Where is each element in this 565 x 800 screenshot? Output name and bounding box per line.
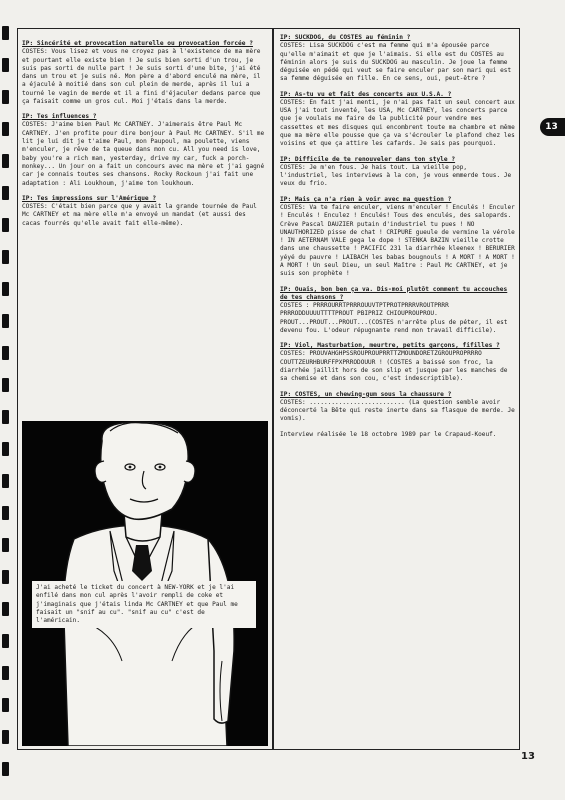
question: IP: COSTES, un chewing-gum sous la chaussure ? (280, 390, 452, 398)
question: IP: Difficile de te renouveler dans ton style ? (280, 155, 456, 163)
interview-section (22, 195, 267, 228)
answer: COSTES: Vous lisez et vous ne croyez pas à l'existence de ma mère et pourtant elle existe bien ! Je suis bien sorti d'un trou, je suis pas sorti de nulle part ! Je suis sorti d'une bite, j'ai été dans un trou et je suis né. Mon père a d'abord enculé ma mère, il a éjaculé à moitié dans son cul plein de merde, après il lui a tourné le vagin de merde et il a fini d'éjaculer dedans parce que ça faisait comme un gros cul. Moi j'étais dans la merde. (22, 48, 261, 105)
binding-holes (2, 0, 12, 800)
answer: COSTES : PRRROURRTPRRROUUVTPTPROTPRRRVROUTPRRR PRRRODDUUUUTTTTPROUT PBIPRIZ CHIOUPROUPROU. PROUT...PROUT...PROUT...(COSTES n'arrête plus de péter, il est devenu fou. L'odeur répugnante rend mon travail difficile). (280, 302, 508, 334)
question: IP: Sincérité et provocation naturelle ou provocation forcée ? (22, 40, 253, 47)
answer: COSTES: En fait j'ai menti, je n'ai pas fait un seul concert aux USA j'ai tout inventé, les USA, Mc CARTNEY, les concerts parce que je voulais me faire de la publicité pour vendre mes cassettes et mes disques qui encombrent toute ma chambre et même que ma mère elle pousse que ça va s'écrouler le plafond chez les voisins et que ça attire les cafards. Je sais pas pourquoi. (280, 98, 515, 148)
answer: COSTES: J'aime bien Paul Mc CARTNEY. J'aimerais être Paul Mc CARTNEY. J'en profite pour dire bonjour à Paul Mc CARTNEY. S'il me lit je lui dit je t'aime Paul, mon Paupoul, ma poulette, viens m'enculer, je rêve de ta queue dans mon cu. All you need is love, baby you're a rich man, yesterday, drive my car, fuck a porch-monkey... Un jour on a fait un concours avec ma mère et j'ai gagné car je connais toutes ses chansons. Rocky Rockoun j'ai fait une adaptation : Ali Loukhoum, j'aime ton loukhoum. (22, 121, 265, 187)
interview-section (280, 34, 516, 84)
answer: COSTES: PROUVAHGHPSSROUPROUPRRTTZMOUNDORETZGROUPROPRRRO COUTTZEURHBURFFPXPRRODOUUR ! (COSTES a baissé son froc, la diarrhée jaillit hors de son slip et jusque par les manches de sa chemise et dans son cou, c'est indescriptible). (280, 350, 508, 383)
interview-section (22, 113, 267, 188)
interview-section (280, 286, 516, 336)
interview-credit: Interview réalisée le 18 octobre 1989 par le Crapaud-Koeuf. (280, 430, 497, 438)
question: IP: Viol, Masturbation, meurtre, petits garçons, fifilles ? (280, 342, 500, 350)
interview-section (280, 342, 516, 383)
page-tab-number: 13 (545, 122, 558, 132)
page-tab-marker (540, 118, 565, 136)
interview-section (280, 91, 516, 149)
question: IP: Mais ça n'a rien à voir avec ma question ? (280, 195, 452, 203)
page-number: 13 (521, 751, 535, 762)
interview-section (280, 196, 516, 279)
question: IP: Tes influences ? (22, 113, 97, 121)
answer: COSTES: Lisa SUCKDOG c'est ma femme qui m'a épousée parce qu'elle m'aimait et que je l'aimais. Si elle est du COSTES au féminin alors je suis du SUCKDOG au masculin. Je joue la femme déguisée en pédé qui veut se faire enculer par son mari qui est sa femme déguisée en fille. En ce sens, oui, peut-être ? (280, 42, 512, 83)
answer: COSTES: Je m'en fous. Je hais tout. La vieille pop, l'industriel, les interviews à la con, je vous emmerde tous. Je veux du frio. (280, 163, 512, 188)
answer: COSTES: Va te faire enculer, viens m'enculer ! Enculés ! Enculer ! Enculés ! Enculez ! Enculés! Tous des enculés, des salopards. Crève Pascal DAUZIER putain d'industriel tu pues ! NO UNAUTHORIZED pisse de chat ! CRIPURE gueule de vermine la vérole ! IN AETERNAM VALE gega le dope ! STENKA BAZIN vieille crotte dans une chaussette ! PACIFIC 231 la diarrhée kleenex ! BERURIER yéyé du pauvre ! LAIBACH les babas bougnouls ! A MORT ! A MORT ! A MORT ! Un seul Dieu, un seul Maître : Paul Mc CARTNEY, et je suis son prophète ! (280, 203, 515, 278)
question: IP: SUCKDOG, du COSTES au féminin ? (280, 34, 411, 41)
right-column (280, 34, 516, 439)
question: IP: Ouais, bon ben ça va. Dis-moi plutôt comment tu accouches de tes chansons ? (280, 285, 508, 301)
interview-section (280, 156, 516, 189)
question: IP: As-tu vu et fait des concerts aux U.S.A. ? (280, 90, 452, 98)
question: IP: Tes impressions sur l'Amérique ? (22, 194, 157, 202)
illustration (22, 421, 268, 746)
left-column (22, 40, 267, 235)
column-divider (272, 28, 274, 750)
interview-section (280, 391, 516, 424)
answer: COSTES: C'était bien parce que y avait la grande tournée de Paul Mc CARTNEY et ma mère elle m'a envoyé un mandat (et aussi des cacas fourrés qu'elle avait fait elle-même). (22, 203, 257, 227)
illustration-caption: J'ai acheté le ticket du concert à NEW-YORK et je l'ai enfilé dans mon cul après l'avoir rempli de coke et j'imaginais que j'étais linda Mc CARTNEY et que Paul me faisait un "snif au cu". "snif au cu" c'est de l'américain. (32, 581, 256, 628)
answer: COSTES: .......................... (La question semble avoir déconcerté la Bête qui reste inerte dans sa flasque de merde. Je vomis). (280, 398, 515, 423)
interview-section (22, 40, 267, 106)
